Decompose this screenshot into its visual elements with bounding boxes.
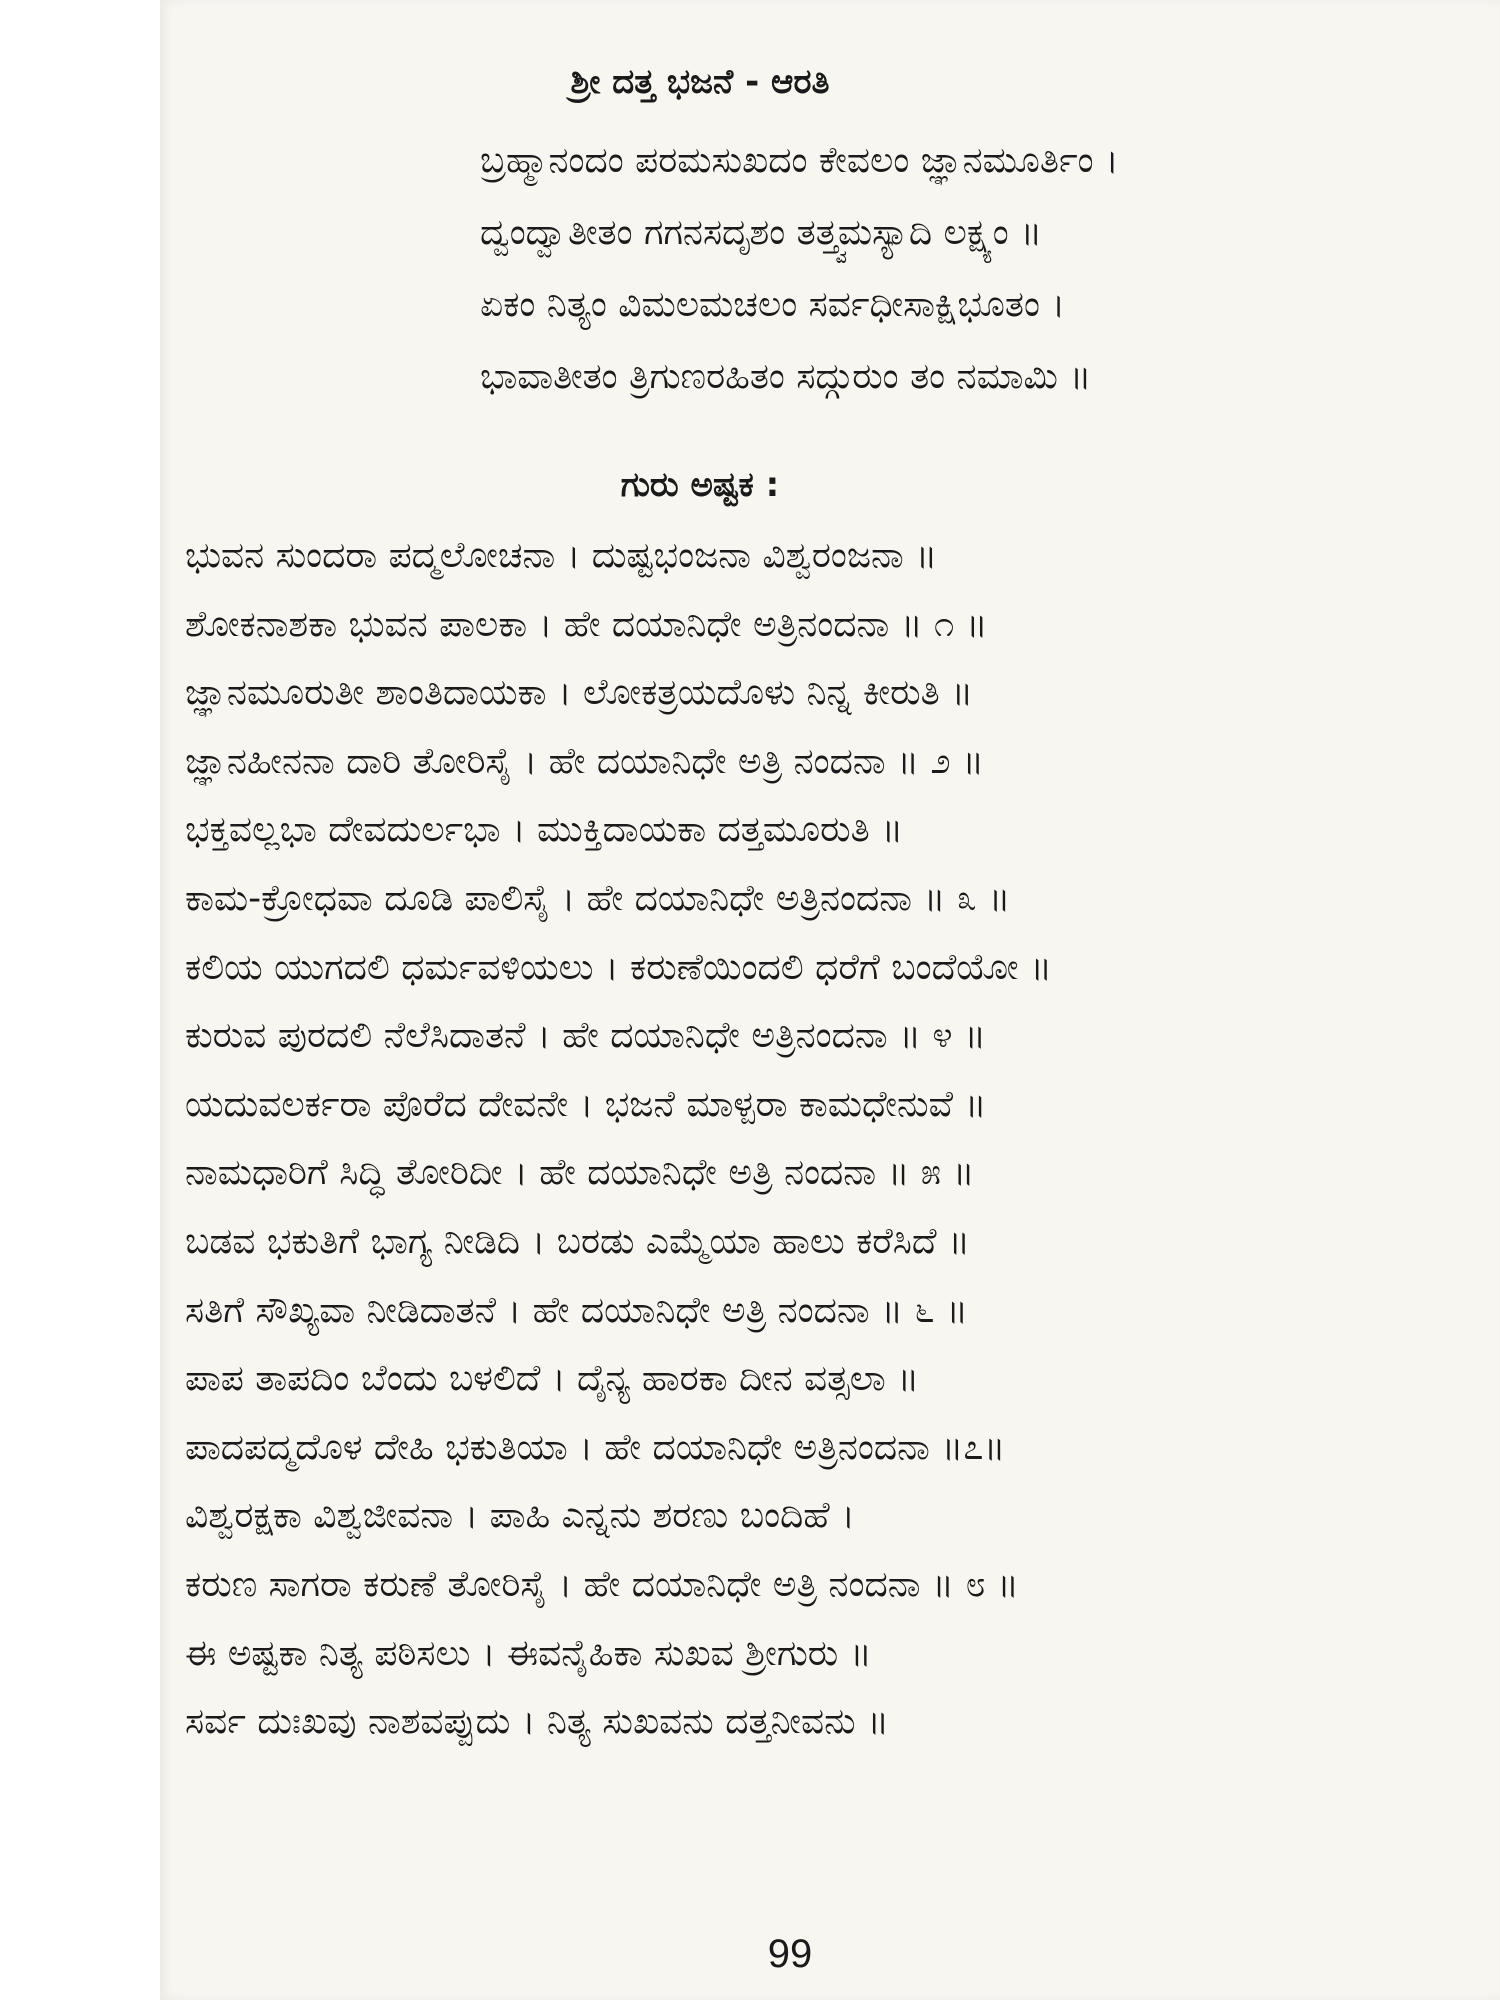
verse-line: ಪಾಪ ತಾಪದಿಂ ಬೆಂದು ಬಳಲಿದೆ । ದೈನ್ಯ ಹಾರಕಾ ದೀನ ವತ್ಸಲಾ ॥ [185, 1358, 920, 1400]
verse-line: ಸರ್ವ ದುಃಖವು ನಾಶವಪ್ಪುದು । ನಿತ್ಯ ಸುಖವನು ದತ್ತನೀವನು ॥ [185, 1701, 889, 1743]
verse-line: ನಾಮಧಾರಿಗೆ ಸಿದ್ಧಿ ತೋರಿದೀ । ಹೇ ದಯಾನಿಧೇ ಅತ್ರಿ ನಂದನಾ ॥ ೫ ॥ [185, 1152, 975, 1194]
verse-line: ಕಲಿಯ ಯುಗದಲಿ ಧರ್ಮವಳಿಯಲು । ಕರುಣೆಯಿಂದಲಿ ಧರೆಗೆ ಬಂದೆಯೋ ॥ [185, 946, 1052, 988]
verse-line: ಬ್ರಹ್ಮಾನಂದಂ ಪರಮಸುಖದಂ ಕೇವಲಂ ಜ್ಞಾನಮೂರ್ತಿಂ । [480, 140, 1119, 181]
verse-line: ಕುರುವ ಪುರದಲಿ ನೆಲೆಸಿದಾತನೆ । ಹೇ ದಯಾನಿಧೇ ಅತ್ರಿನಂದನಾ ॥ ೪ ॥ [185, 1015, 986, 1057]
section-heading: ಗುರು ಅಷ್ಟಕ : [620, 465, 780, 505]
verse-line: ಕರುಣ ಸಾಗರಾ ಕರುಣೆ ತೋರಿಸೈ । ಹೇ ದಯಾನಿಧೇ ಅತ್ರಿ ನಂದನಾ ॥ ೮ ॥ [185, 1563, 1019, 1605]
verse-line: ಈ ಅಷ್ಟಕಾ ನಿತ್ಯ ಪಠಿಸಲು । ಈವನೈಹಿಕಾ ಸುಖವ ಶ್ರೀಗುರು ॥ [185, 1632, 872, 1674]
verse-line: ಬಡವ ಭಕುತಿಗೆ ಭಾಗ್ಯ ನೀಡಿದಿ । ಬರಡು ಎಮ್ಮೆಯಾ ಹಾಲು ಕರೆಸಿದೆ ॥ [185, 1220, 971, 1262]
verse-line: ಪಾದಪದ್ಮದೊಳ ದೇಹಿ ಭಕುತಿಯಾ । ಹೇ ದಯಾನಿಧೇ ಅತ್ರಿನಂದನಾ ॥೭॥ [185, 1426, 1006, 1468]
verse-line: ಜ್ಞಾನಹೀನನಾ ದಾರಿ ತೋರಿಸೈ । ಹೇ ದಯಾನಿಧೇ ಅತ್ರಿ ನಂದನಾ ॥ ೨ ॥ [185, 740, 985, 782]
verse-line: ಭಾವಾತೀತಂ ತ್ರಿಗುಣರಹಿತಂ ಸದ್ಗುರುಂ ತಂ ನಮಾಮಿ ॥ [480, 356, 1092, 397]
verse-line: ಕಾಮ-ಕ್ರೋಧವಾ ದೂಡಿ ಪಾಲಿಸೈ । ಹೇ ದಯಾನಿಧೇ ಅತ್ರಿನಂದನಾ ॥ ೩ ॥ [185, 877, 1011, 919]
page-number: 99 [767, 1932, 813, 1976]
verse-line: ಭಕ್ತವಲ್ಲಭಾ ದೇವದುರ್ಲಭಾ । ಮುಕ್ತಿದಾಯಕಾ ದತ್ತಮೂರುತಿ ॥ [185, 809, 904, 851]
verse-line: ಶೋಕನಾಶಕಾ ಭುವನ ಪಾಲಕಾ । ಹೇ ದಯಾನಿಧೇ ಅತ್ರಿನಂದನಾ ॥ ೧ ॥ [185, 603, 988, 645]
invocation-verse [480, 125, 1119, 413]
ashtaka-verses [185, 522, 1052, 1757]
verse-line: ಯದುವಲರ್ಕರಾ ಪೊರೆದ ದೇವನೇ । ಭಜನೆ ಮಾಳ್ಪರಾ ಕಾಮಧೇನುವೆ ॥ [185, 1083, 987, 1125]
book-page [160, 0, 1500, 2000]
page-title: ಶ್ರೀ ದತ್ತ ಭಜನೆ - ಆರತಿ [570, 62, 830, 102]
verse-line: ಜ್ಞಾನಮೂರುತೀ ಶಾಂತಿದಾಯಕಾ । ಲೋಕತ್ರಯದೊಳು ನಿನ್ನ ಕೀರುತಿ ॥ [185, 672, 974, 714]
verse-line: ವಿಶ್ವರಕ್ಷಕಾ ವಿಶ್ವಜೀವನಾ । ಪಾಹಿ ಎನ್ನನು ಶರಣು ಬಂದಿಹೆ । [185, 1495, 855, 1537]
verse-line: ದ್ವಂದ್ವಾತೀತಂ ಗಗನಸದೃಶಂ ತತ್ತ್ವಮಸ್ಯಾದಿ ಲಕ್ಷ್ಯಂ ॥ [480, 212, 1043, 253]
verse-line: ಭುವನ ಸುಂದರಾ ಪದ್ಮಲೋಚನಾ । ದುಷ್ಟಭಂಜನಾ ವಿಶ್ವರಂಜನಾ ॥ [185, 535, 938, 576]
verse-line: ಸತಿಗೆ ಸೌಖ್ಯವಾ ನೀಡಿದಾತನೆ । ಹೇ ದಯಾನಿಧೇ ಅತ್ರಿ ನಂದನಾ ॥ ೬ ॥ [185, 1289, 968, 1331]
verse-line: ಏಕಂ ನಿತ್ಯಂ ವಿಮಲಮಚಲಂ ಸರ್ವಧೀಸಾಕ್ಷಿಭೂತಂ । [480, 284, 1066, 325]
